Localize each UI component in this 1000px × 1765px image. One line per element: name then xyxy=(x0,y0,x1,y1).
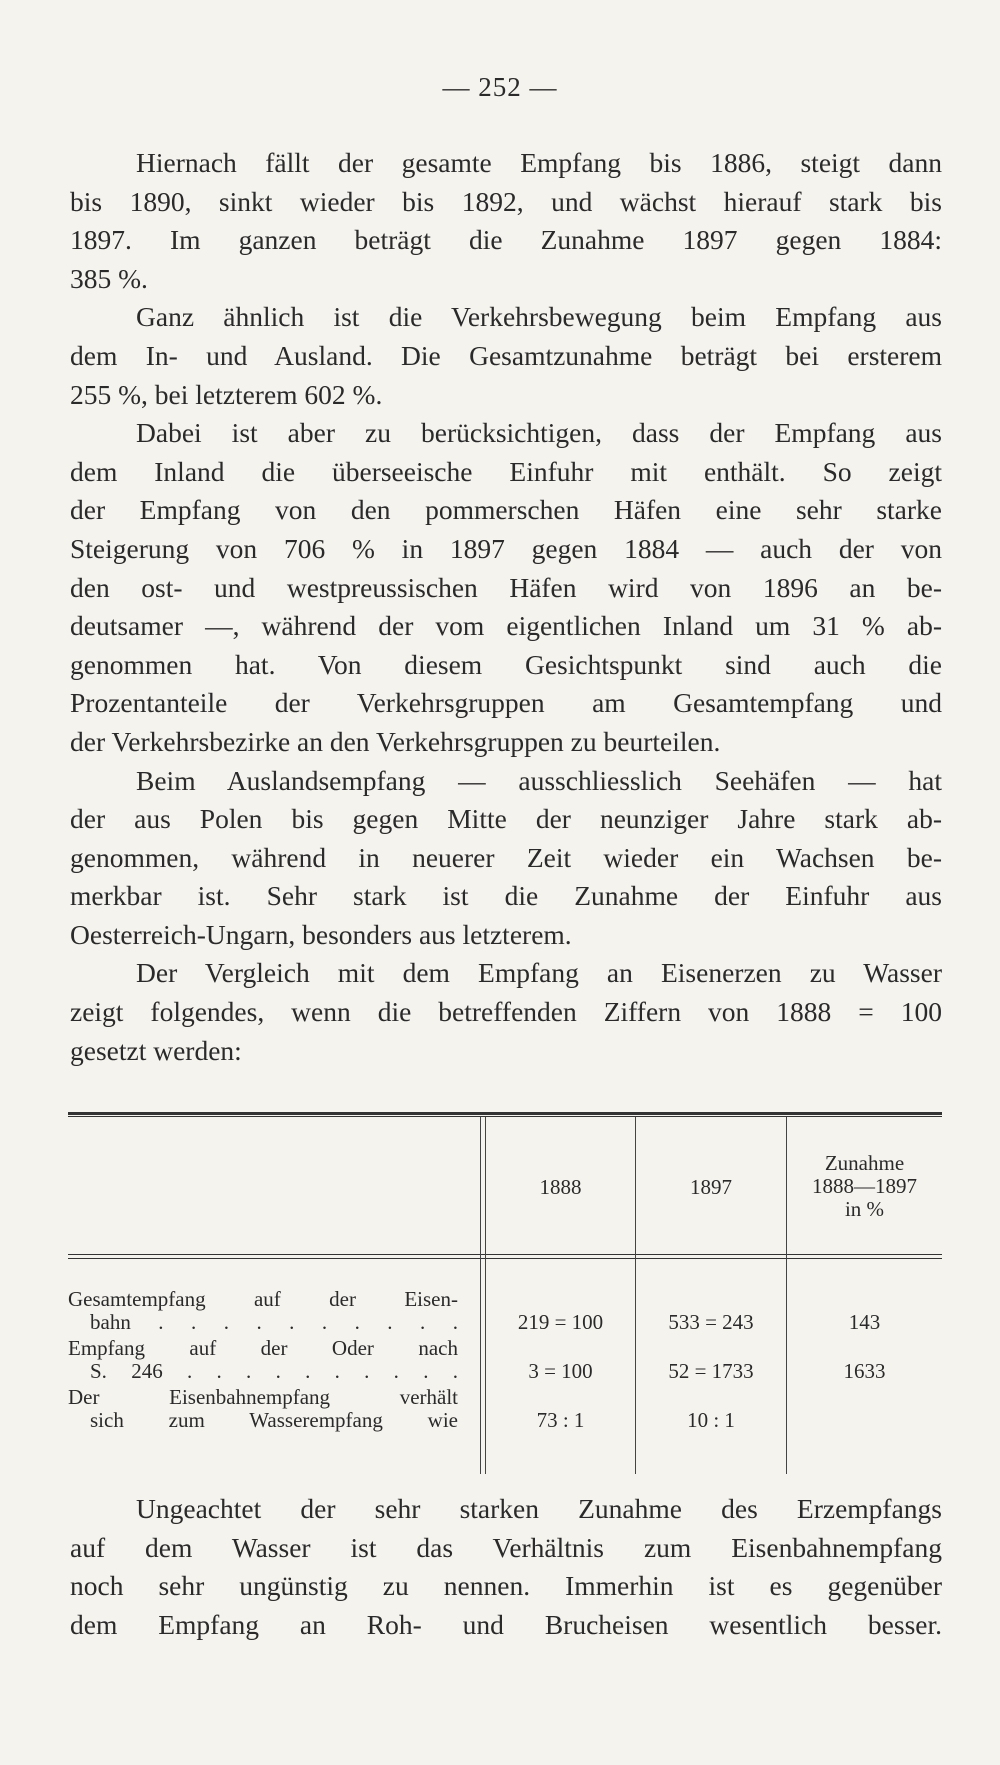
page-number: — 252 — xyxy=(442,72,558,102)
label-line: Der Eisenbahnempfang verhält xyxy=(68,1385,458,1409)
paragraph-line: Ungeachtet der sehr starken Zunahme des Erzempfangs xyxy=(136,1493,942,1524)
paragraph-line: Hiernach fällt der gesamte Empfang bis 1886, steigt dann xyxy=(136,147,942,178)
paragraph-line: noch sehr ungünstig zu nennen. Immerhin ist es gegenüber xyxy=(70,1570,942,1602)
paragraph-line: Dabei ist aber zu berücksichtigen, dass der Empfang aus xyxy=(136,417,942,449)
comparison-table xyxy=(68,1112,942,1474)
body-text xyxy=(70,144,942,1070)
cell-1888: 3 = 100 xyxy=(528,1359,593,1383)
label-line: sich zum Wasserempfang wie xyxy=(90,1408,458,1432)
cell-1888: 219 = 100 xyxy=(517,1310,604,1334)
header-1897: 1897 xyxy=(690,1175,732,1199)
paragraph-line: deutsamer —, während der vom eigentlichen Inland um 31 % ab- xyxy=(70,610,942,642)
paragraph-line: der Empfang von den pommerschen Häfen eine sehr starke xyxy=(70,494,942,526)
table-col-divider xyxy=(480,1117,481,1474)
table-header-rule-2 xyxy=(68,1258,942,1259)
paragraph-line: Steigerung von 706 % in 1897 gegen 1884 — auch der von xyxy=(70,532,942,564)
table-row-label xyxy=(68,1386,458,1432)
cell-zunahme: 143 xyxy=(848,1310,881,1334)
paragraph-line: auf dem Wasser ist das Verhältnis zum Eisenbahnempfang xyxy=(70,1531,942,1563)
paragraph-line: 1897. Im ganzen beträgt die Zunahme 1897 gegen 1884: xyxy=(70,224,942,256)
paragraph-line: gesetzt werden: xyxy=(70,1034,242,1066)
paragraph-line: dem Inland die überseeische Einfuhr mit enthält. So zeigt xyxy=(70,455,942,487)
cell-1897: 533 = 243 xyxy=(668,1310,754,1334)
label-line: bahn . . . . . . . . . . xyxy=(90,1310,458,1334)
paragraph-line: den ost- und westpreussischen Häfen wird von 1896 an be- xyxy=(70,571,942,603)
header-zunahme-line2: 1888—1897 xyxy=(812,1174,917,1198)
header-zunahme xyxy=(787,1152,942,1221)
paragraph-line: zeigt folgendes, wenn die betreffenden Ziffern von 1888 = 100 xyxy=(70,996,942,1028)
header-1888: 1888 xyxy=(539,1175,582,1199)
paragraph-line: Prozentanteile der Verkehrsgruppen am Gesamtempfang und xyxy=(70,687,942,719)
label-line: Empfang auf der Oder nach xyxy=(68,1336,458,1360)
paragraph-line: 255 %, bei letzterem 602 %. xyxy=(70,378,383,410)
paragraph-line: genommen, während in neuerer Zeit wieder ein Wachsen be- xyxy=(70,841,942,873)
paragraph-line: Ganz ähnlich ist die Verkehrsbewegung beim Empfang aus xyxy=(136,301,942,333)
table-row-label xyxy=(68,1337,458,1383)
cell-zunahme: 1633 xyxy=(843,1359,886,1383)
paragraph-line: dem Empfang an Roh- und Brucheisen wesentlich besser. xyxy=(70,1608,942,1640)
header-zunahme-line3: in % xyxy=(844,1197,885,1221)
paragraph-line: Oesterreich-Ungarn, besonders aus letzterem. xyxy=(70,918,572,950)
paragraph-line: Beim Auslandsempfang — ausschliesslich Seehäfen — hat xyxy=(136,764,942,796)
paragraph-line: der aus Polen bis gegen Mitte der neunziger Jahre stark ab- xyxy=(70,803,942,835)
cell-1897: 52 = 1733 xyxy=(668,1359,754,1383)
label-line: S. 246 . . . . . . . . . . xyxy=(90,1359,458,1383)
table-row-label xyxy=(68,1288,458,1334)
table-top-rule-thin xyxy=(68,1116,942,1117)
paragraph-line: Der Vergleich mit dem Empfang an Eisenerzen zu Wasser xyxy=(136,957,942,989)
table-header-rule xyxy=(68,1254,942,1255)
paragraph-line: genommen hat. Von diesem Gesichtspunkt sind auch die xyxy=(70,648,942,680)
paragraph-line: merkbar ist. Sehr stark ist die Zunahme der Einfuhr aus xyxy=(70,880,942,912)
cell-1888: 73 : 1 xyxy=(536,1408,585,1432)
cell-1897: 10 : 1 xyxy=(687,1408,735,1432)
label-line: Gesamtempfang auf der Eisen- xyxy=(68,1287,458,1311)
paragraph-line: der Verkehrsbezirke an den Verkehrsgruppen zu beurteilen. xyxy=(70,725,721,757)
header-zunahme-line1: Zunahme xyxy=(824,1151,905,1175)
paragraph-line: dem In- und Ausland. Die Gesamtzunahme beträgt bei ersterem xyxy=(70,339,942,371)
paragraph-line: 385 %. xyxy=(70,262,148,294)
table-top-rule xyxy=(68,1112,942,1115)
paragraph-line: bis 1890, sinkt wieder bis 1892, und wächst hierauf stark bis xyxy=(70,185,942,217)
closing-paragraph xyxy=(70,1490,942,1644)
